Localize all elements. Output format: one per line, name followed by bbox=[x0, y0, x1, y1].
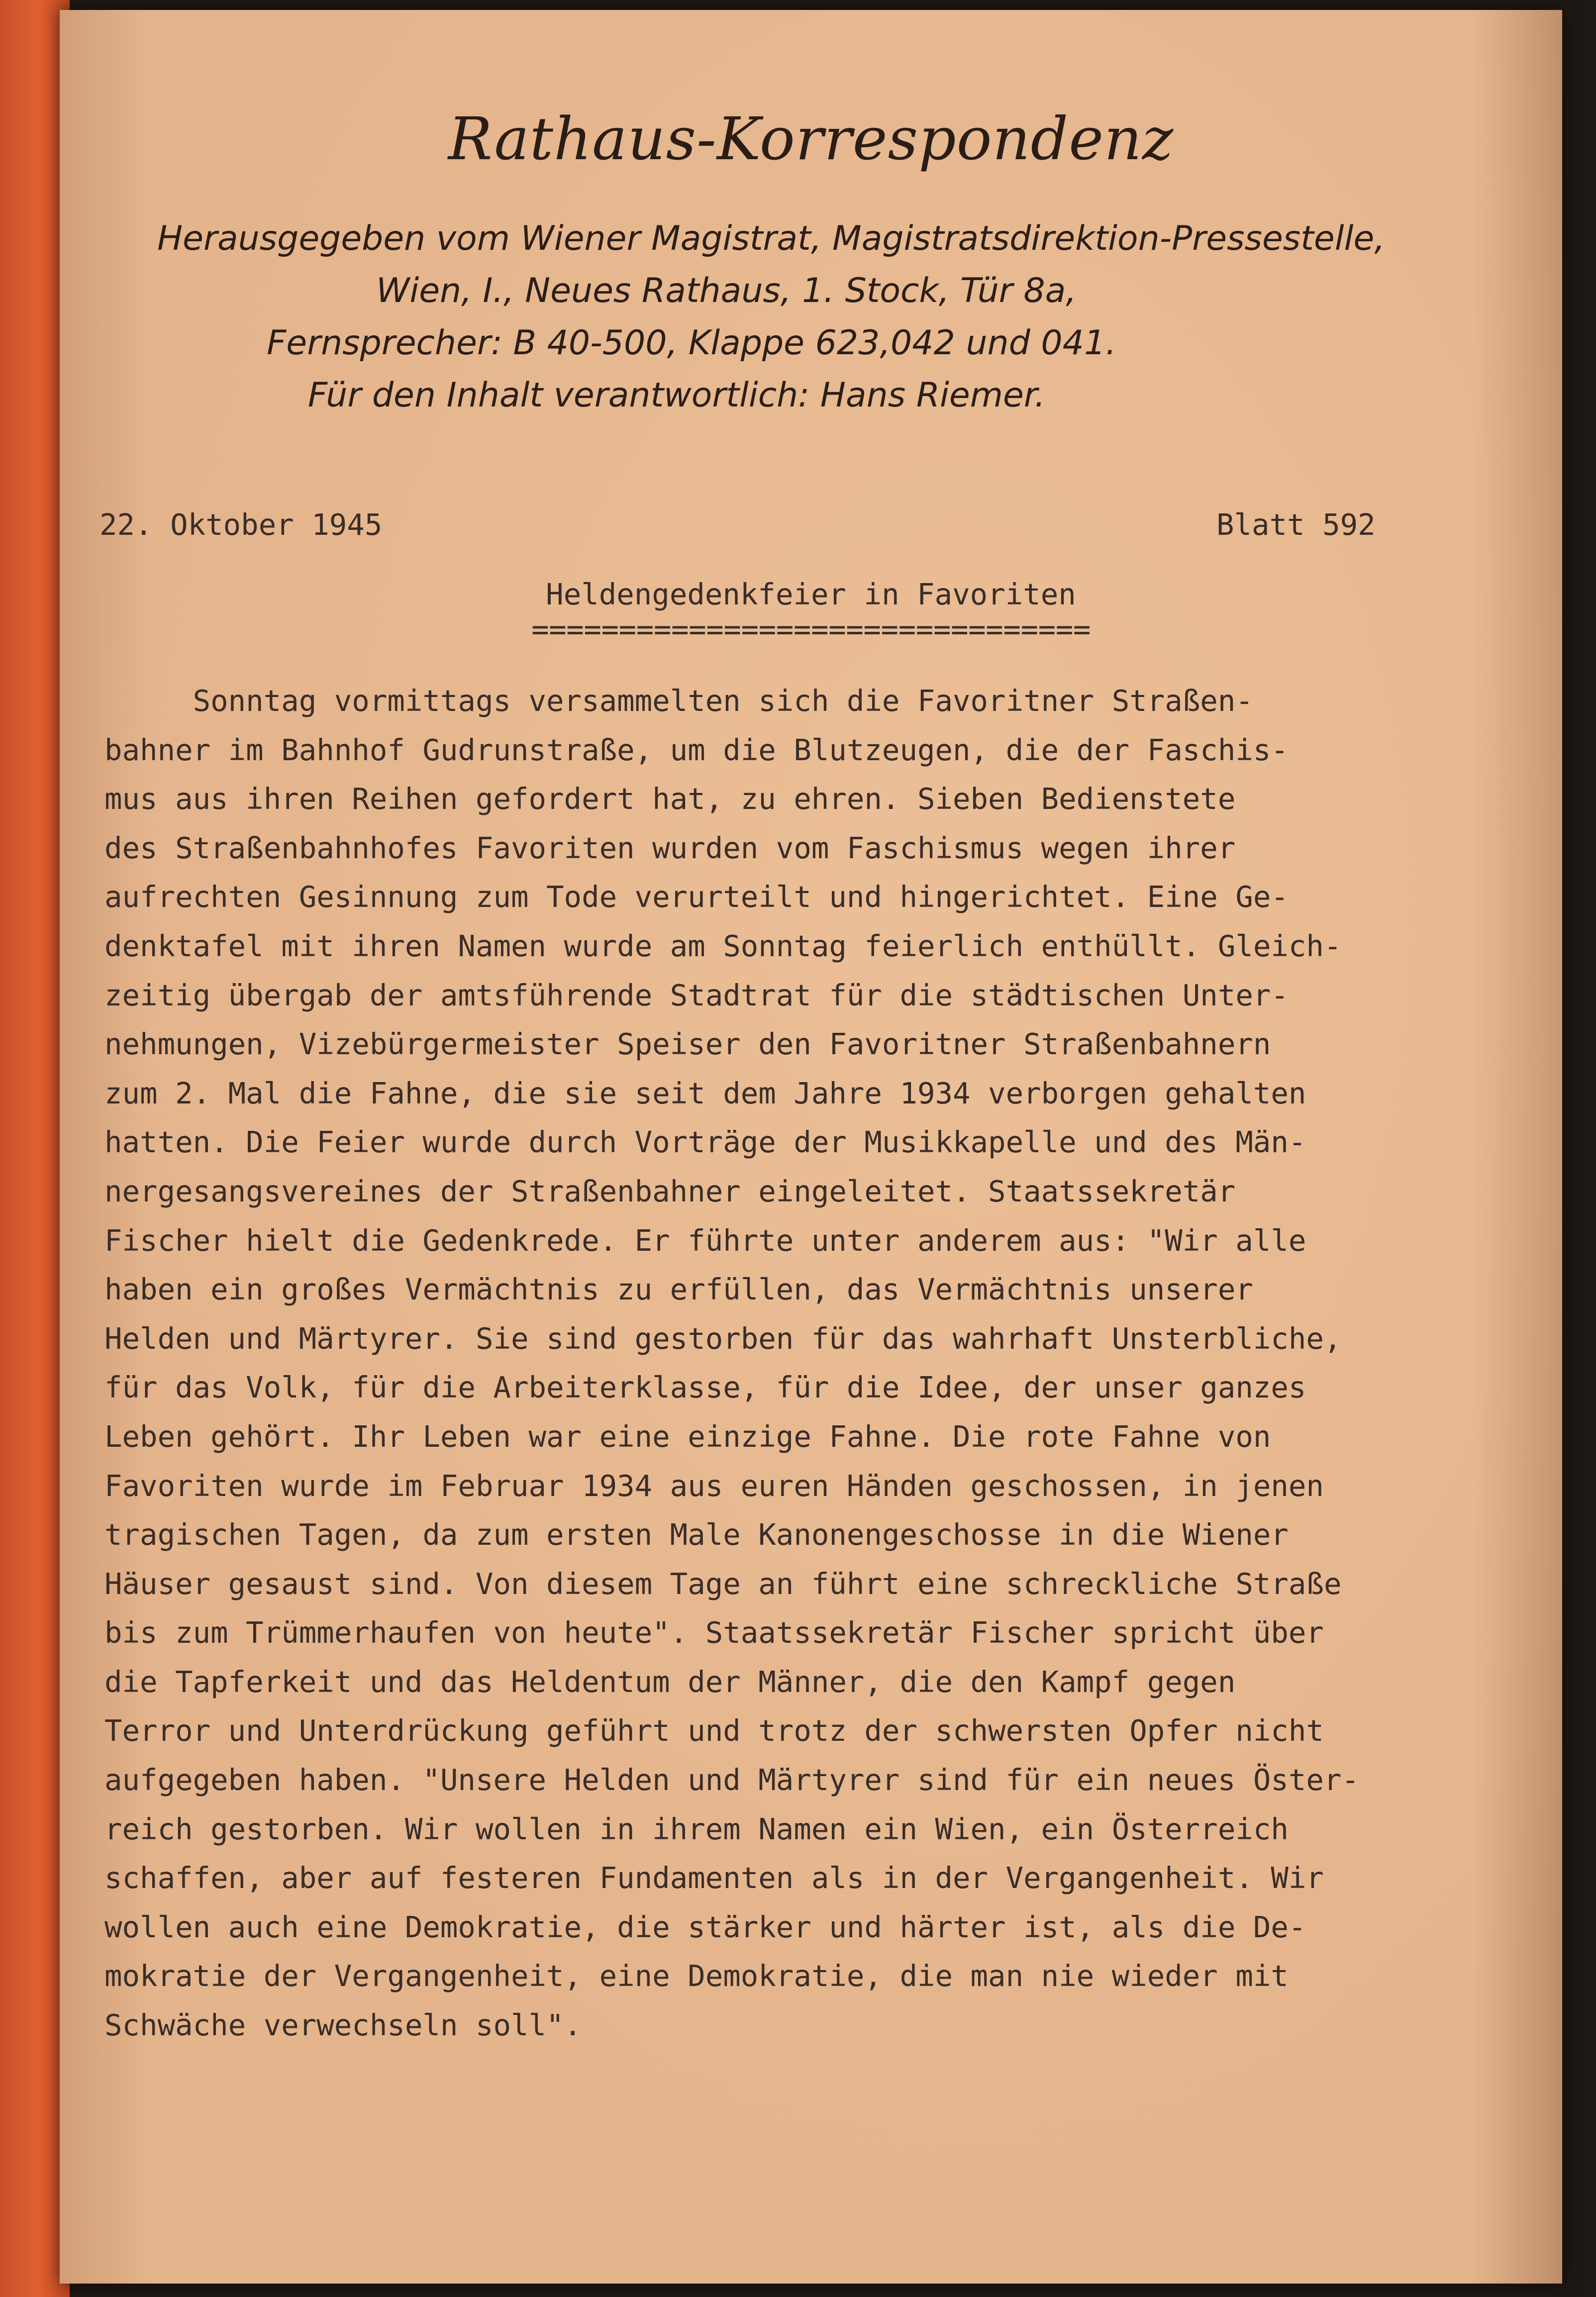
body-line: Sonntag vormittags versammelten sich die Favoritner Straßen- bbox=[104, 684, 1253, 718]
body-line: des Straßenbahnhofes Favoriten wurden vom Faschismus wegen ihrer bbox=[104, 830, 1236, 865]
body-line: bahner im Bahnhof Gudrunstraße, um die Blutzeugen, die der Faschis- bbox=[104, 732, 1289, 767]
body-line: zum 2. Mal die Fahne, die sie seit dem Jahre 1934 verborgen gehalten bbox=[104, 1076, 1306, 1110]
body-line: schaffen, aber auf festeren Fundamenten als in der Vergangenheit. Wir bbox=[104, 1861, 1324, 1896]
body-line: aufgegeben haben. "Unsere Helden und Märtyrer sind für ein neues Öster- bbox=[104, 1763, 1359, 1798]
body-line: reich gestorben. Wir wollen in ihrem Namen ein Wien, ein Österreich bbox=[104, 1811, 1289, 1846]
sheet-number: Blatt 592 bbox=[1216, 507, 1376, 542]
masthead-title: Rathaus-Korrespondenz bbox=[448, 104, 1174, 173]
masthead-address-line: Wien, I., Neues Rathaus, 1. Stock, Tür 8a, bbox=[376, 271, 1077, 310]
body-line: mus aus ihren Reihen gefordert hat, zu ehren. Sieben Bedienstete bbox=[104, 782, 1236, 816]
masthead-responsible-line: Für den Inhalt verantwortlich: Hans Riemer. bbox=[307, 376, 1046, 415]
body-line: bis zum Trümmerhaufen von heute". Staatssekretär Fischer spricht über bbox=[104, 1615, 1324, 1650]
body-line: die Tapferkeit und das Heldentum der Männer, die den Kampf gegen bbox=[104, 1664, 1236, 1699]
body-line: Terror und Unterdrückung geführt und trotz der schwersten Opfer nicht bbox=[104, 1713, 1324, 1748]
body-line: denktafel mit ihren Namen wurde am Sonntag feierlich enthüllt. Gleich- bbox=[104, 928, 1342, 963]
body-line: tragischen Tagen, da zum ersten Male Kanonengeschosse in die Wiener bbox=[104, 1517, 1289, 1552]
body-line: haben ein großes Vermächtnis zu erfüllen, das Vermächtnis unserer bbox=[104, 1272, 1253, 1307]
body-line: für das Volk, für die Arbeiterklasse, für die Idee, der unser ganzes bbox=[104, 1370, 1306, 1405]
body-line: nergesangsvereines der Straßenbahner eingeleitet. Staatssekretär bbox=[104, 1174, 1236, 1208]
body-line: aufrechten Gesinnung zum Tode verurteilt und hingerichtet. Eine Ge- bbox=[104, 880, 1289, 914]
masthead-publisher-line: Herausgegeben vom Wiener Magistrat, Magistratsdirektion-Pressestelle, bbox=[157, 219, 1385, 258]
body-line: wollen auch eine Demokratie, die stärker und härter ist, als die De- bbox=[104, 1909, 1306, 1944]
body-line: Favoriten wurde im Februar 1934 aus euren Händen geschossen, in jenen bbox=[104, 1468, 1324, 1503]
masthead-phone-line: Fernsprecher: B 40-500, Klappe 623,042 und 041. bbox=[267, 323, 1116, 363]
body-line: Fischer hielt die Gedenkrede. Er führte unter anderem aus: "Wir alle bbox=[104, 1223, 1306, 1258]
headline-underline: ================================ bbox=[531, 612, 1091, 646]
article-body bbox=[104, 677, 1547, 2050]
body-line: zeitig übergab der amtsführende Stadtrat für die städtischen Unter- bbox=[104, 978, 1289, 1012]
body-line: Häuser gesaust sind. Von diesem Tage an führt eine schreckliche Straße bbox=[104, 1566, 1342, 1601]
body-line: Schwäche verwechseln soll". bbox=[104, 2008, 582, 2043]
body-line: Leben gehört. Ihr Leben war eine einzige Fahne. Die rote Fahne von bbox=[104, 1419, 1271, 1454]
dateline: 22. Oktober 1945 bbox=[100, 507, 383, 542]
body-line: Helden und Märtyrer. Sie sind gestorben für das wahrhaft Unsterbliche, bbox=[104, 1321, 1342, 1356]
body-line: mokratie der Vergangenheit, eine Demokratie, die man nie wieder mit bbox=[104, 1959, 1289, 1994]
document-page bbox=[60, 10, 1562, 2284]
article-headline: Heldengedenkfeier in Favoriten bbox=[546, 577, 1076, 611]
body-line: nehmungen, Vizebürgermeister Speiser den Favoritner Straßenbahnern bbox=[104, 1027, 1271, 1062]
body-line: hatten. Die Feier wurde durch Vorträge der Musikkapelle und des Män- bbox=[104, 1125, 1306, 1160]
